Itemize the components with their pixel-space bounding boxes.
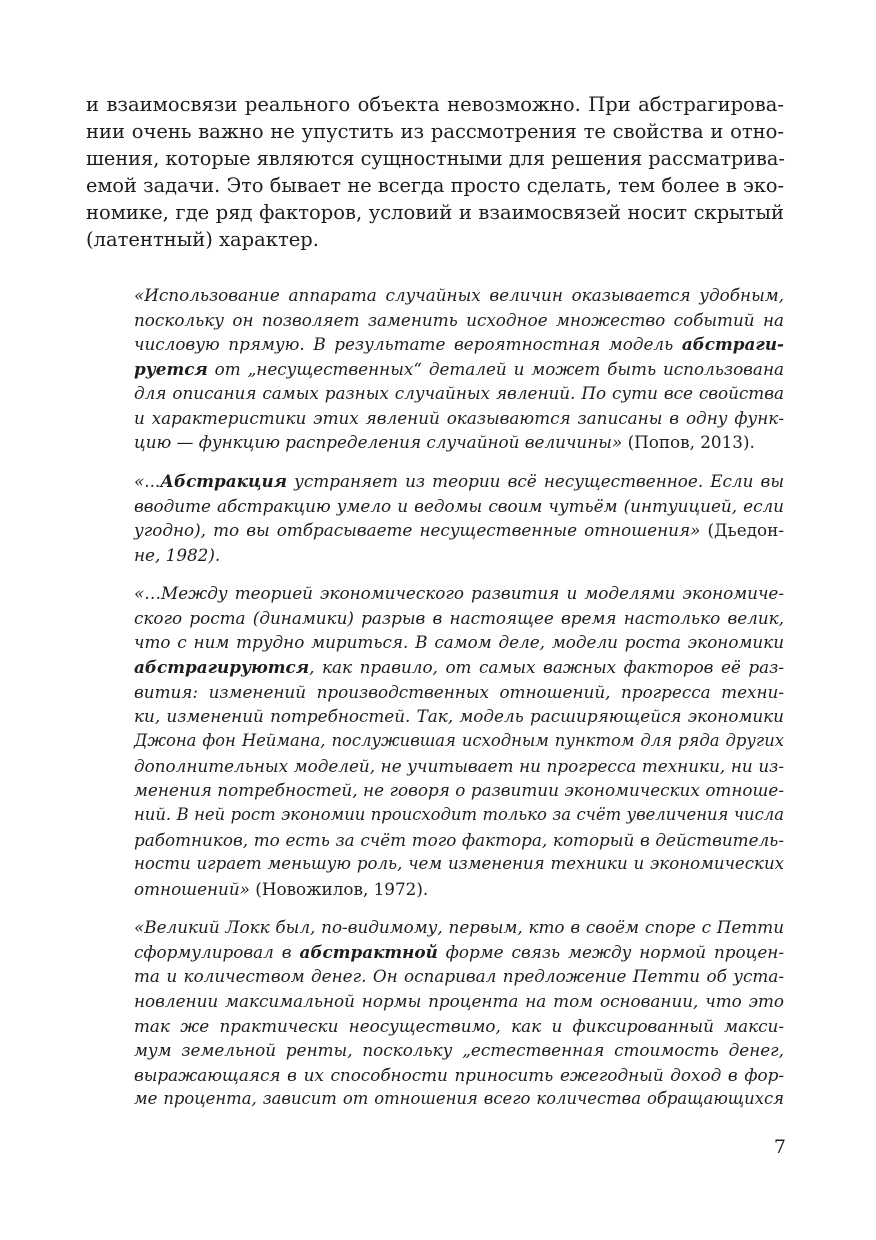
quote-text: отношений»: [134, 879, 256, 899]
quote-line: мум земельной ренты, поскольку „естественная стоимость денег,: [134, 1040, 784, 1060]
quote-line: Джона фон Неймана, послужившая исходным пунктом для ряда других: [134, 731, 784, 750]
quote-text: «...: [134, 471, 161, 491]
quote-line: «…Между теорией экономического развития и моделями экономиче-: [134, 583, 784, 603]
quote-line: дополнительных моделей, не учитывает ни прогресса техники, ни из-: [134, 756, 784, 776]
page-number: 7: [773, 1136, 786, 1158]
quote-line: ме процента, зависит от отношения всего количества обращающихся: [134, 1089, 784, 1108]
quote-line: [134, 357, 784, 382]
quote-text: угодно), то вы отбрасываете несущественные отношения»: [134, 520, 708, 540]
quote-line: работников, то есть за счёт того фактора, который в действитель-: [134, 830, 784, 850]
quote-line: и характеристики этих явлений оказываются записаны в одну функ-: [134, 408, 784, 428]
quote-line: [134, 655, 784, 680]
quote-text: форме связь между нормой процен-: [437, 942, 785, 962]
quote-text: , как правило, от самых важных факторов её раз-: [309, 657, 784, 677]
quote-text: от „несущественных“ деталей и может быть использована: [207, 359, 784, 379]
paragraph-line: (латентный) характер.: [86, 228, 319, 251]
quote-line: менения потребностей, не говоря о развитии экономических отноше-: [134, 780, 784, 800]
quote-line: ского роста (динамики) разрыв в настоящее время настолько велик,: [134, 608, 784, 628]
citation: (Попов, 2013).: [627, 432, 755, 452]
quote-line: вводите абстракцию умело и ведомы своим чутьём (интуицией, если: [134, 496, 784, 516]
quote-line: ки, изменений потребностей. Так, модель расширяющейся экономики: [134, 706, 784, 726]
quote-line: та и количеством денег. Он оспаривал предложение Петти об уста-: [134, 966, 784, 986]
quote-line: поскольку он позволяет заменить исходное множество событий на: [134, 310, 784, 330]
citation: (Новожилов, 1972).: [255, 879, 429, 899]
quote-line: [134, 430, 784, 455]
emphasis-term: Абстракция: [160, 471, 288, 491]
paragraph-line: шения, которые являются сущностными для решения рассматрива-: [86, 147, 785, 170]
quote-line: выражающаяся в их способности приносить ежегодный доход в фор-: [134, 1065, 784, 1085]
quote-line: [134, 518, 784, 543]
quote-text: числовую прямую. В результате вероятностная модель: [134, 334, 682, 354]
quote-line: что с ним трудно мириться. В самом деле, модели роста экономики: [134, 632, 784, 652]
paragraph-line: емой задачи. Это бывает не всегда просто сделать, тем более в эко-: [86, 174, 784, 197]
emphasis-term: абстраги-: [681, 334, 784, 354]
quote-line: новлении максимальной нормы процента на том основании, что это: [134, 991, 784, 1011]
quote-text: цию — функцию распределения случайной величины»: [134, 432, 628, 452]
quote-line: ний. В ней рост экономии происходит только за счёт увеличения числа: [134, 805, 784, 824]
emphasis-term: абстрагируются: [134, 657, 310, 677]
quote-line: «Использование аппарата случайных величин оказывается удобным,: [134, 285, 784, 305]
quote-line: ности играет меньшую роль, чем изменения техники и экономических: [134, 854, 784, 873]
quote-line: так же практически неосуществимо, как и фиксированный макси-: [134, 1016, 784, 1036]
emphasis-term: руется: [134, 359, 208, 379]
quote-line: [134, 469, 784, 494]
quote-line: [134, 332, 784, 357]
quote-text: сформулировал в: [134, 942, 300, 962]
paragraph-line: нии очень важно не упустить из рассмотрения те свойства и отно-: [86, 120, 784, 143]
citation: не, 1982).: [134, 545, 221, 565]
quote-line: вития: изменений производственных отношений, прогресса техни-: [134, 682, 784, 702]
citation: (Дьедон-: [707, 520, 784, 540]
quote-line: для описания самых разных случайных явлений. По сути все свойства: [134, 383, 784, 403]
paragraph-line: номике, где ряд факторов, условий и взаимосвязей носит скрытый: [86, 201, 784, 224]
emphasis-term: абстрактной: [299, 942, 438, 962]
quote-text: устраняет из теории всё несущественное. Если вы: [287, 471, 784, 491]
quote-line: «Великий Локк был, по-видимому, первым, кто в своём споре с Петти: [134, 917, 784, 937]
paragraph-line: и взаимосвязи реального объекта невозможно. При абстрагирова-: [86, 93, 784, 116]
quote-line: [134, 877, 784, 902]
quote-line: [134, 940, 784, 965]
